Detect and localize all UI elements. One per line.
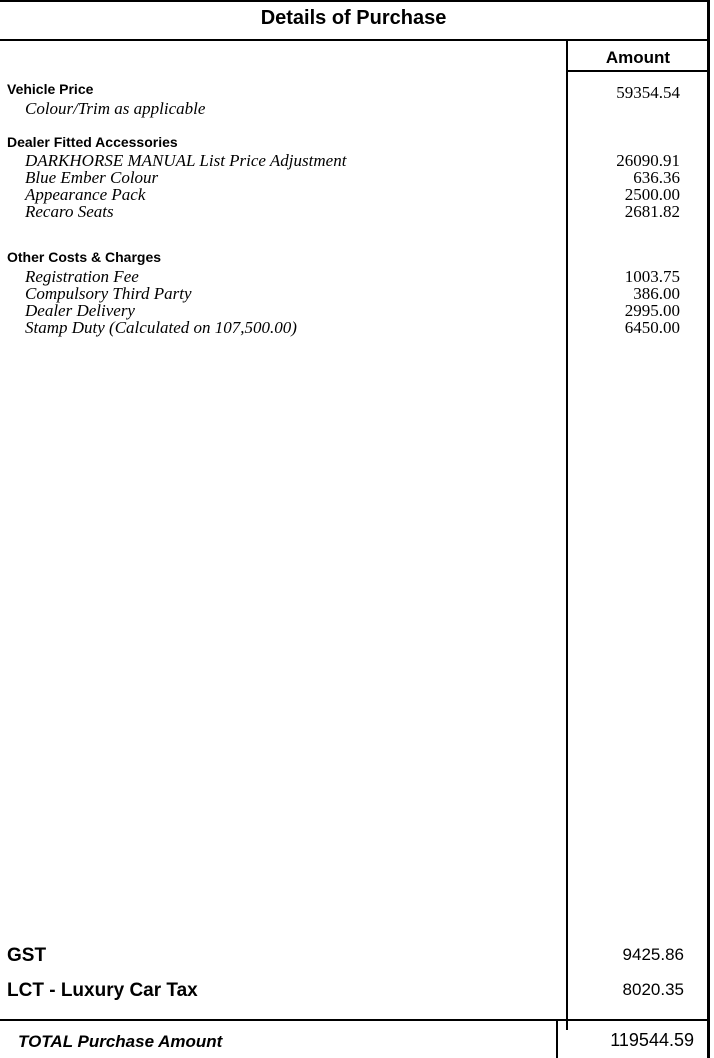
vehicle-price-amount: 59354.54: [616, 83, 680, 102]
title-divider: [0, 39, 707, 41]
section-other-costs-charges: Other Costs & Charges: [7, 249, 162, 265]
line-item-amount: 26090.91: [616, 151, 680, 170]
line-item-amount: 2681.82: [624, 202, 680, 221]
line-item-label: Dealer Delivery: [25, 301, 135, 320]
line-item-amount: 2500.00: [624, 185, 680, 204]
gst-label: GST: [7, 945, 47, 966]
line-item-amount: 1003.75: [624, 267, 680, 286]
line-item-amount: 386.00: [633, 284, 680, 303]
line-item-label: Colour/Trim as applicable: [25, 99, 206, 118]
lct-label: LCT - Luxury Car Tax: [7, 980, 198, 1001]
section-dealer-fitted-accessories: Dealer Fitted Accessories: [7, 134, 178, 150]
total-amount: 119544.59: [610, 1030, 694, 1050]
total-label: TOTAL Purchase Amount: [18, 1032, 223, 1051]
line-item-label: Recaro Seats: [25, 202, 114, 221]
line-item-amount: 6450.00: [624, 318, 680, 337]
amount-header-divider: [566, 70, 707, 72]
line-item-label: Registration Fee: [25, 267, 139, 286]
line-item-label: Appearance Pack: [25, 185, 146, 204]
line-item-label: Compulsory Third Party: [25, 284, 192, 303]
total-column-divider: [556, 1019, 558, 1058]
line-item-amount: 2995.00: [624, 301, 680, 320]
line-item-label: DARKHORSE MANUAL List Price Adjustment: [25, 151, 347, 170]
section-vehicle-price: Vehicle Price: [7, 81, 94, 97]
table-title: Details of Purchase: [260, 7, 447, 29]
line-item-label: Blue Ember Colour: [25, 168, 159, 187]
line-item-label: Stamp Duty (Calculated on 107,500.00): [25, 318, 297, 337]
lct-amount: 8020.35: [622, 980, 684, 999]
gst-amount: 9425.86: [622, 945, 684, 964]
total-divider: [0, 1019, 707, 1021]
line-item-amount: 636.36: [633, 168, 680, 187]
amount-column-header: Amount: [605, 48, 671, 67]
